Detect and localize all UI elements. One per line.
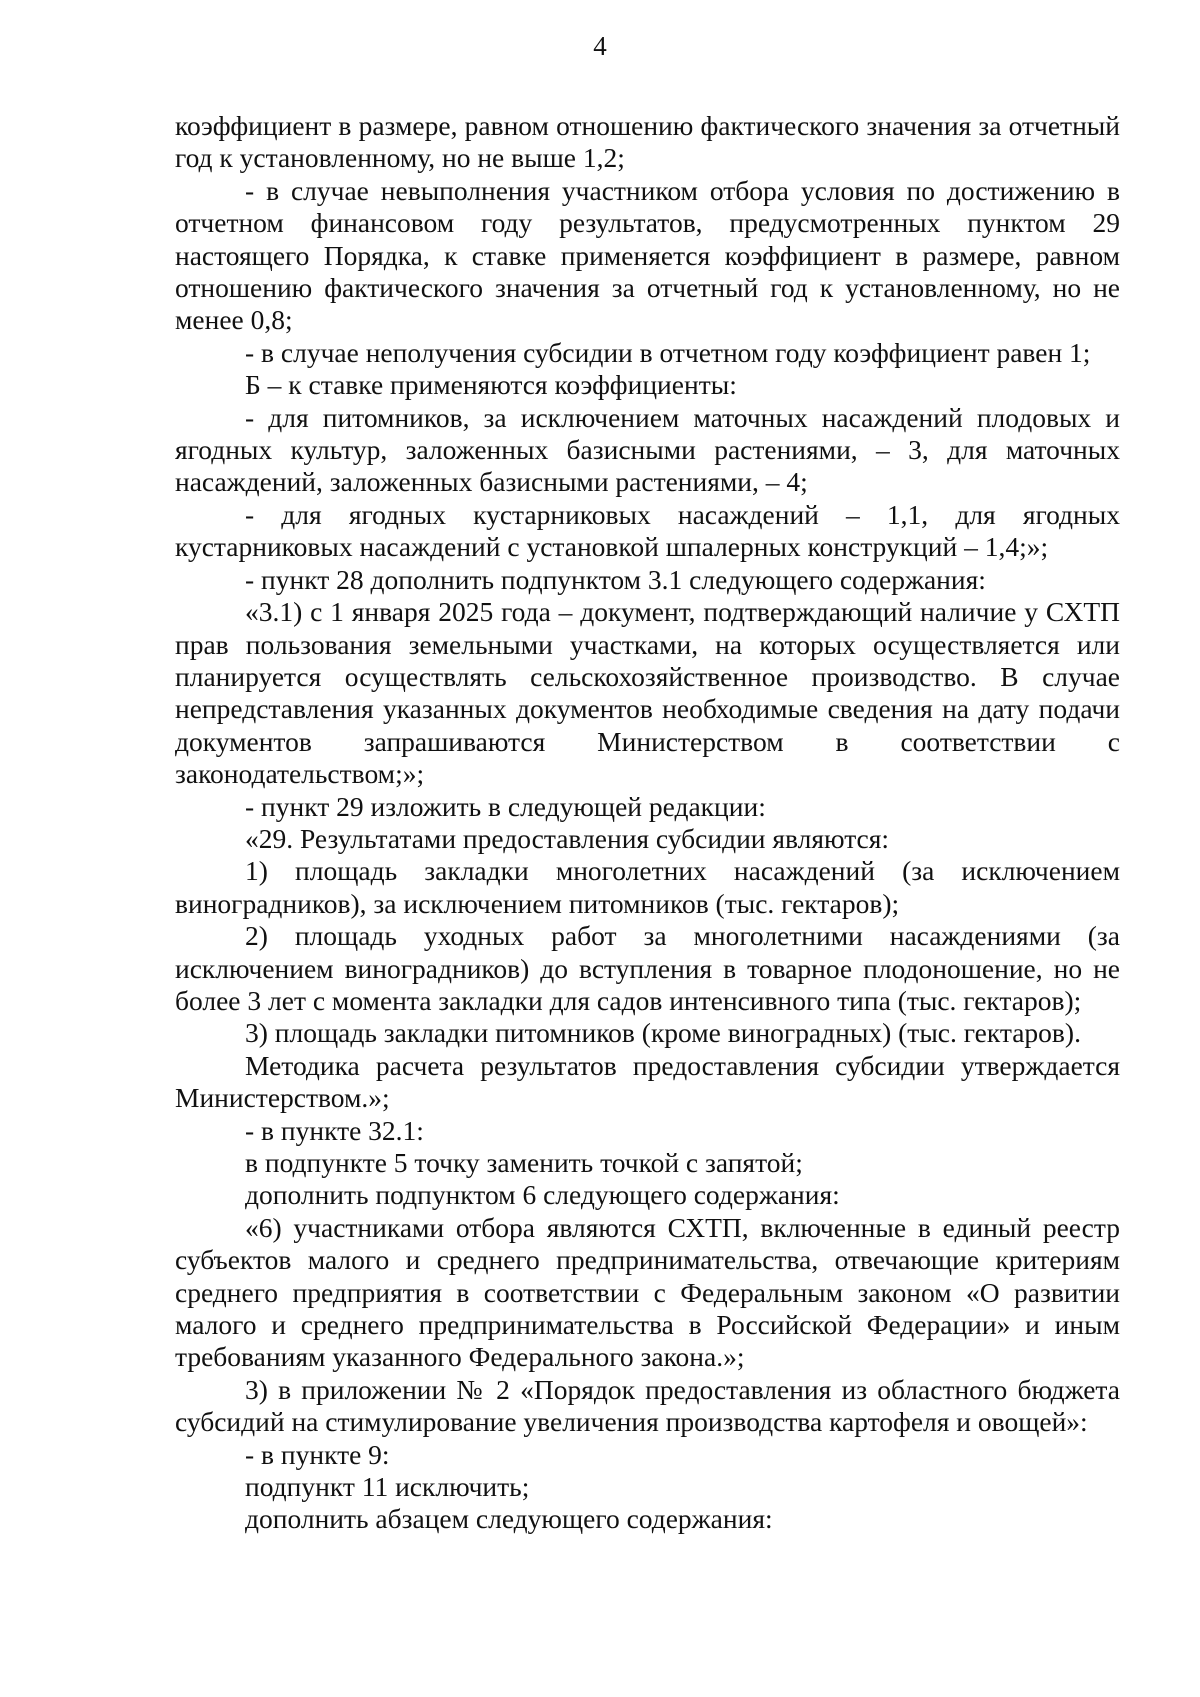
paragraph: - пункт 28 дополнить подпунктом 3.1 следующего содержания: <box>245 563 986 595</box>
paragraph: 1) площадь закладки многолетних насаждений (за исключением виноградников), за исключением питомников (тыс. гектаров); <box>175 855 1120 919</box>
paragraph: «29. Результатами предоставления субсидии являются: <box>245 822 890 854</box>
paragraph: в подпункте 5 точку заменить точкой с запятой; <box>245 1147 803 1178</box>
paragraph: 3) в приложении № 2 «Порядок предоставления из областного бюджета субсидий на стимулирование увеличения производства картофеля и овощей»: <box>175 1373 1120 1438</box>
paragraph: Б – к ставке применяются коэффициенты: <box>245 369 737 401</box>
document-body <box>175 110 1120 1536</box>
paragraph: - в случае невыполнения участником отбора условия по достижению в отчетном финансовом году результатов, предусмотренных пунктом 29 настоящего Порядка, к ставке применяется коэффициент в размере, равном отношению фактического значения за отчетный год к установленному, но не менее 0,8; <box>175 174 1120 336</box>
paragraph: - для питомников, за исключением маточных насаждений плодовых и ягодных культур, заложенных базисными растениями, – 3, для маточных насаждений, заложенных базисными растениями, – 4; <box>175 401 1120 498</box>
paragraph: «6) участниками отбора являются СХТП, включенные в единый реестр субъектов малого и среднего предпринимательства, отвечающие критериям среднего предприятия в соответствии с Федеральным законом «О развитии малого и среднего предпринимательства в Российской Федерации» и иным требованиям указанного Федерального закона.»; <box>175 1211 1120 1373</box>
paragraph: 3) площадь закладки питомников (кроме виноградных) (тыс. гектаров). <box>245 1017 1081 1049</box>
paragraph: дополнить абзацем следующего содержания: <box>245 1503 773 1535</box>
paragraph: подпункт 11 исключить; <box>245 1471 530 1503</box>
paragraph: - в случае неполучения субсидии в отчетном году коэффициент равен 1; <box>245 336 1091 368</box>
paragraph: коэффициент в размере, равном отношению фактического значения за отчетный год к установленному, но не выше 1,2; <box>175 110 1120 174</box>
paragraph: - в пункте 9: <box>245 1438 390 1470</box>
paragraph: - для ягодных кустарниковых насаждений – 1,1, для ягодных кустарниковых насаждений с установкой шпалерных конструкций – 1,4;»; <box>175 498 1120 563</box>
paragraph: - пункт 29 изложить в следующей редакции: <box>245 790 766 822</box>
page-number: 4 <box>593 31 607 61</box>
paragraph: «3.1) с 1 января 2025 года – документ, подтверждающий наличие у СХТП прав пользования земельными участками, на которых осуществляется или планируется осуществлять сельскохозяйственное производство. В случае непредставления указанных документов необходимые сведения на дату подачи документов запрашиваются Министерством в соответствии с законодательством;»; <box>175 596 1120 790</box>
paragraph: 2) площадь уходных работ за многолетними насаждениями (за исключением виноградников) до вступления в товарное плодоношение, но не более 3 лет с момента закладки для садов интенсивного типа (тыс. гектаров); <box>175 920 1120 1016</box>
paragraph: - в пункте 32.1: <box>245 1114 424 1146</box>
paragraph: Методика расчета результатов предоставления субсидии утверждается Министерством.»; <box>175 1049 1120 1114</box>
paragraph: дополнить подпунктом 6 следующего содержания: <box>245 1179 840 1211</box>
